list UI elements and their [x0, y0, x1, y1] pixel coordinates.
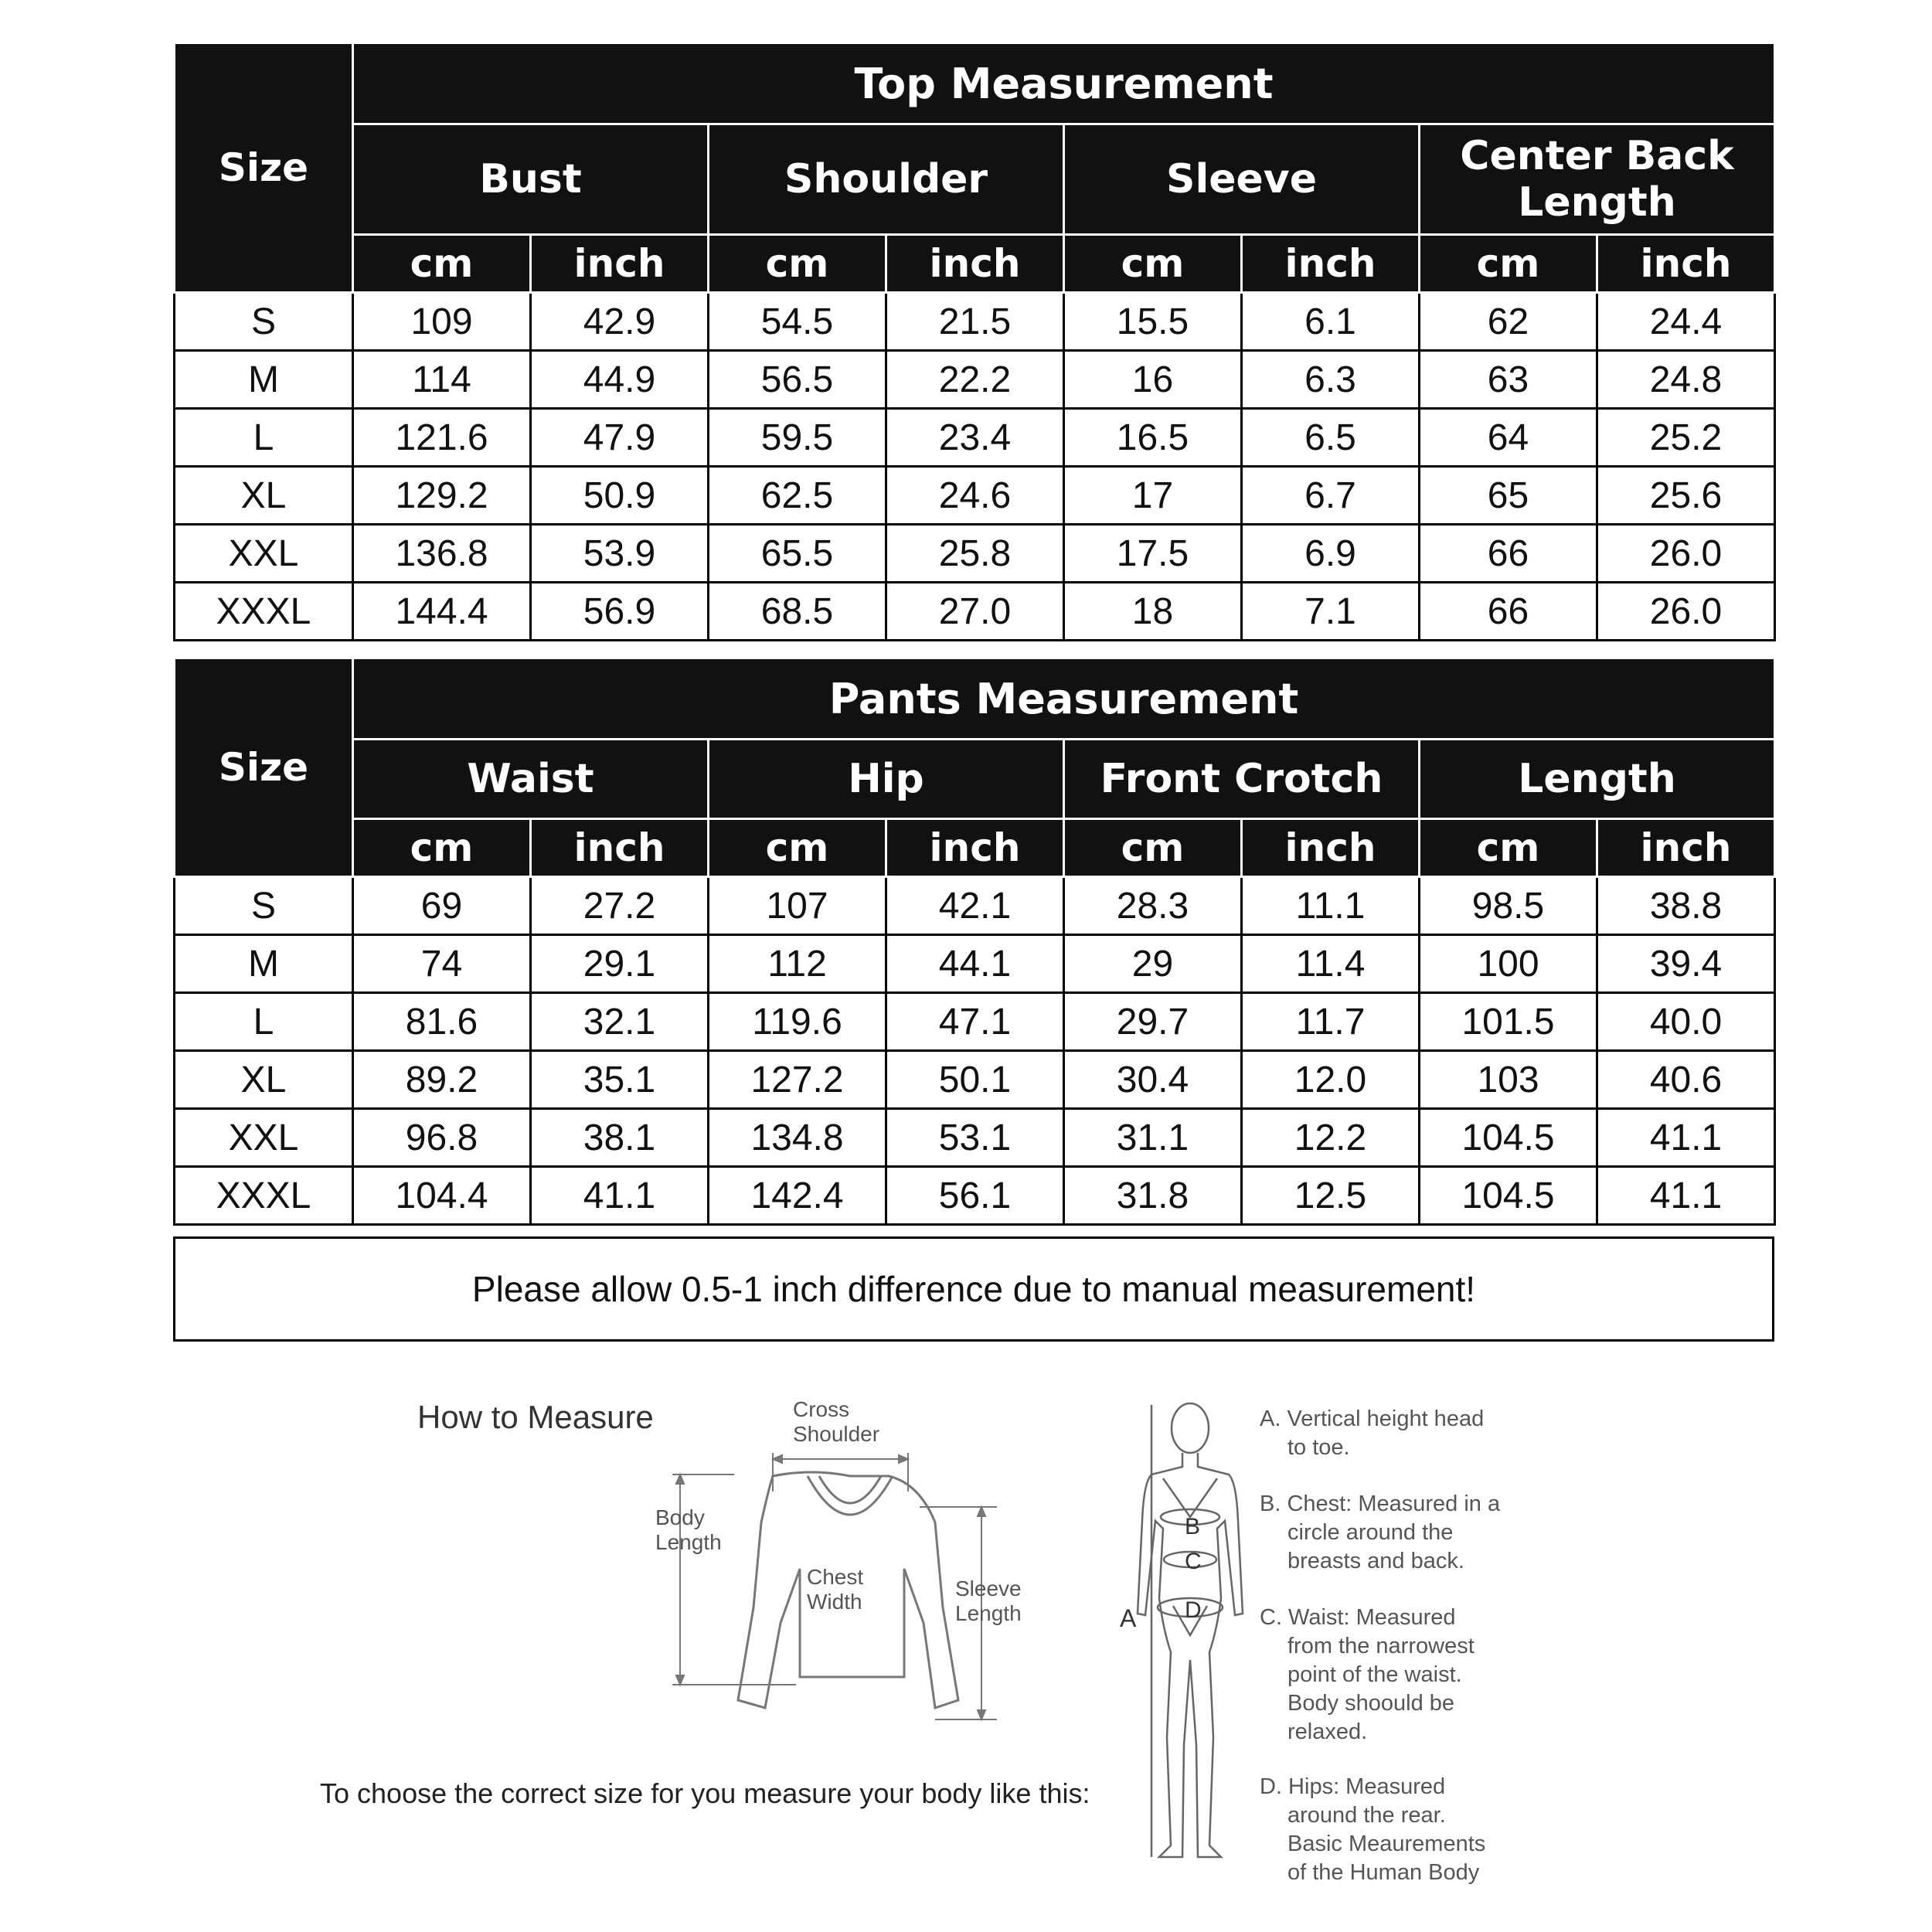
- value-cell: 15.5: [1064, 293, 1242, 351]
- value-cell: 107: [709, 877, 886, 935]
- table-row: [175, 409, 1775, 467]
- size-cell: XXL: [175, 1109, 353, 1167]
- value-cell: 11.1: [1242, 877, 1420, 935]
- value-cell: 142.4: [709, 1167, 886, 1225]
- value-cell: 16.5: [1064, 409, 1242, 467]
- value-cell: 41.1: [1597, 1167, 1775, 1225]
- value-cell: 104.5: [1420, 1109, 1597, 1167]
- unit-inch: inch: [886, 819, 1064, 877]
- value-cell: 6.1: [1242, 293, 1420, 351]
- size-cell: M: [175, 351, 353, 409]
- table-row: [175, 467, 1775, 525]
- pants-title: Pants Measurement: [353, 658, 1775, 740]
- value-cell: 119.6: [709, 993, 886, 1051]
- table-row: [175, 583, 1775, 641]
- value-cell: 64: [1420, 409, 1597, 467]
- value-cell: 53.1: [886, 1109, 1064, 1167]
- table-row: [175, 935, 1775, 993]
- value-cell: 62.5: [709, 467, 886, 525]
- value-cell: 103: [1420, 1051, 1597, 1109]
- value-cell: 40.6: [1597, 1051, 1775, 1109]
- value-cell: 21.5: [886, 293, 1064, 351]
- value-cell: 40.0: [1597, 993, 1775, 1051]
- unit-cm: cm: [353, 235, 531, 293]
- cross-shoulder-label: Cross Shoulder: [793, 1397, 880, 1446]
- top-table-body: [175, 293, 1775, 641]
- size-cell: XL: [175, 1051, 353, 1109]
- size-cell: XXXL: [175, 1167, 353, 1225]
- value-cell: 23.4: [886, 409, 1064, 467]
- value-cell: 56.9: [531, 583, 709, 641]
- value-cell: 56.1: [886, 1167, 1064, 1225]
- value-cell: 38.8: [1597, 877, 1775, 935]
- table-row: [175, 525, 1775, 583]
- value-cell: 25.6: [1597, 467, 1775, 525]
- chest-width-label: Chest Width: [807, 1565, 864, 1614]
- size-cell: L: [175, 409, 353, 467]
- table-row: [175, 351, 1775, 409]
- value-cell: 66: [1420, 525, 1597, 583]
- value-cell: 6.7: [1242, 467, 1420, 525]
- value-cell: 25.2: [1597, 409, 1775, 467]
- value-cell: 6.3: [1242, 351, 1420, 409]
- description-c: C. Waist: Measured from the narrowest point of the waist. Body shoould be relaxed.: [1260, 1605, 1475, 1744]
- marker-b: B: [1185, 1514, 1201, 1539]
- description-b: B. Chest: Measured in a circle around the breasts and back.: [1260, 1492, 1501, 1573]
- value-cell: 28.3: [1064, 877, 1242, 935]
- value-cell: 26.0: [1597, 525, 1775, 583]
- marker-c: C: [1185, 1549, 1202, 1574]
- value-cell: 136.8: [353, 525, 531, 583]
- unit-inch: inch: [886, 235, 1064, 293]
- table-row: [175, 1167, 1775, 1225]
- value-cell: 35.1: [531, 1051, 709, 1109]
- value-cell: 112: [709, 935, 886, 993]
- size-cell: S: [175, 877, 353, 935]
- value-cell: 39.4: [1597, 935, 1775, 993]
- table-row: [175, 293, 1775, 351]
- value-cell: 129.2: [353, 467, 531, 525]
- sleeve-header: Sleeve: [1064, 124, 1420, 235]
- value-cell: 7.1: [1242, 583, 1420, 641]
- value-cell: 38.1: [531, 1109, 709, 1167]
- pants-table-body: [175, 877, 1775, 1225]
- value-cell: 59.5: [709, 409, 886, 467]
- value-cell: 17.5: [1064, 525, 1242, 583]
- value-cell: 42.9: [531, 293, 709, 351]
- table-row: [175, 993, 1775, 1051]
- value-cell: 47.1: [886, 993, 1064, 1051]
- value-cell: 32.1: [531, 993, 709, 1051]
- waist-header: Waist: [353, 740, 709, 819]
- value-cell: 109: [353, 293, 531, 351]
- value-cell: 74: [353, 935, 531, 993]
- value-cell: 98.5: [1420, 877, 1597, 935]
- unit-cm: cm: [1064, 235, 1242, 293]
- value-cell: 29.7: [1064, 993, 1242, 1051]
- unit-inch: inch: [1597, 235, 1775, 293]
- value-cell: 17: [1064, 467, 1242, 525]
- size-cell: L: [175, 993, 353, 1051]
- value-cell: 12.5: [1242, 1167, 1420, 1225]
- description-a: A. Vertical height head to toe.: [1260, 1406, 1485, 1460]
- unit-cm: cm: [1420, 819, 1597, 877]
- value-cell: 96.8: [353, 1109, 531, 1167]
- unit-inch: inch: [531, 819, 709, 877]
- measurement-note: Please allow 0.5-1 inch difference due to manual measurement!: [173, 1236, 1774, 1342]
- sleeve-length-label: Sleeve Length: [955, 1577, 1022, 1625]
- value-cell: 31.8: [1064, 1167, 1242, 1225]
- value-cell: 16: [1064, 351, 1242, 409]
- value-cell: 53.9: [531, 525, 709, 583]
- value-cell: 81.6: [353, 993, 531, 1051]
- unit-cm: cm: [1420, 235, 1597, 293]
- value-cell: 6.9: [1242, 525, 1420, 583]
- value-cell: 12.0: [1242, 1051, 1420, 1109]
- value-cell: 25.8: [886, 525, 1064, 583]
- value-cell: 30.4: [1064, 1051, 1242, 1109]
- value-cell: 12.2: [1242, 1109, 1420, 1167]
- unit-cm: cm: [709, 235, 886, 293]
- marker-a: A: [1120, 1604, 1137, 1632]
- value-cell: 101.5: [1420, 993, 1597, 1051]
- value-cell: 144.4: [353, 583, 531, 641]
- bust-header: Bust: [353, 124, 709, 235]
- value-cell: 22.2: [886, 351, 1064, 409]
- size-cell: XXXL: [175, 583, 353, 641]
- size-header: Size: [175, 658, 353, 877]
- value-cell: 27.0: [886, 583, 1064, 641]
- value-cell: 29: [1064, 935, 1242, 993]
- table-row: [175, 1109, 1775, 1167]
- length-header: Length: [1420, 740, 1775, 819]
- value-cell: 11.4: [1242, 935, 1420, 993]
- front-crotch-header: Front Crotch: [1064, 740, 1420, 819]
- choose-size-instruction: To choose the correct size for you measure your body like this:: [320, 1777, 1090, 1809]
- value-cell: 27.2: [531, 877, 709, 935]
- size-cell: XL: [175, 467, 353, 525]
- size-cell: M: [175, 935, 353, 993]
- value-cell: 65: [1420, 467, 1597, 525]
- size-cell: S: [175, 293, 353, 351]
- shoulder-header: Shoulder: [709, 124, 1064, 235]
- value-cell: 44.9: [531, 351, 709, 409]
- body-figure-icon: [1128, 1397, 1252, 1869]
- value-cell: 24.8: [1597, 351, 1775, 409]
- body-length-label: Body Length: [655, 1505, 722, 1554]
- value-cell: 50.9: [531, 467, 709, 525]
- top-measurement-table: [173, 42, 1776, 641]
- size-header: Size: [175, 43, 353, 293]
- size-cell: XXL: [175, 525, 353, 583]
- value-cell: 100: [1420, 935, 1597, 993]
- value-cell: 41.1: [1597, 1109, 1775, 1167]
- center-back-length-header: Center Back Length: [1420, 124, 1775, 235]
- value-cell: 41.1: [531, 1167, 709, 1225]
- value-cell: 11.7: [1242, 993, 1420, 1051]
- unit-cm: cm: [1064, 819, 1242, 877]
- value-cell: 6.5: [1242, 409, 1420, 467]
- value-cell: 127.2: [709, 1051, 886, 1109]
- top-title: Top Measurement: [353, 43, 1775, 124]
- value-cell: 66: [1420, 583, 1597, 641]
- unit-inch: inch: [1242, 235, 1420, 293]
- value-cell: 29.1: [531, 935, 709, 993]
- value-cell: 89.2: [353, 1051, 531, 1109]
- value-cell: 47.9: [531, 409, 709, 467]
- value-cell: 65.5: [709, 525, 886, 583]
- hip-header: Hip: [709, 740, 1064, 819]
- value-cell: 104.5: [1420, 1167, 1597, 1225]
- value-cell: 68.5: [709, 583, 886, 641]
- unit-cm: cm: [709, 819, 886, 877]
- value-cell: 62: [1420, 293, 1597, 351]
- value-cell: 114: [353, 351, 531, 409]
- value-cell: 63: [1420, 351, 1597, 409]
- value-cell: 104.4: [353, 1167, 531, 1225]
- value-cell: 18: [1064, 583, 1242, 641]
- value-cell: 24.6: [886, 467, 1064, 525]
- value-cell: 26.0: [1597, 583, 1775, 641]
- value-cell: 50.1: [886, 1051, 1064, 1109]
- how-to-measure-title: How to Measure: [417, 1399, 654, 1435]
- value-cell: 31.1: [1064, 1109, 1242, 1167]
- value-cell: 69: [353, 877, 531, 935]
- value-cell: 121.6: [353, 409, 531, 467]
- unit-inch: inch: [1597, 819, 1775, 877]
- marker-d: D: [1185, 1597, 1202, 1623]
- unit-inch: inch: [1242, 819, 1420, 877]
- unit-inch: inch: [531, 235, 709, 293]
- table-row: [175, 877, 1775, 935]
- table-row: [175, 1051, 1775, 1109]
- value-cell: 54.5: [709, 293, 886, 351]
- pants-measurement-table: [173, 657, 1776, 1226]
- value-cell: 44.1: [886, 935, 1064, 993]
- value-cell: 42.1: [886, 877, 1064, 935]
- value-cell: 24.4: [1597, 293, 1775, 351]
- unit-cm: cm: [353, 819, 531, 877]
- description-d: D. Hips: Measured around the rear. Basic Meaurements of the Human Body: [1260, 1774, 1486, 1885]
- value-cell: 134.8: [709, 1109, 886, 1167]
- value-cell: 56.5: [709, 351, 886, 409]
